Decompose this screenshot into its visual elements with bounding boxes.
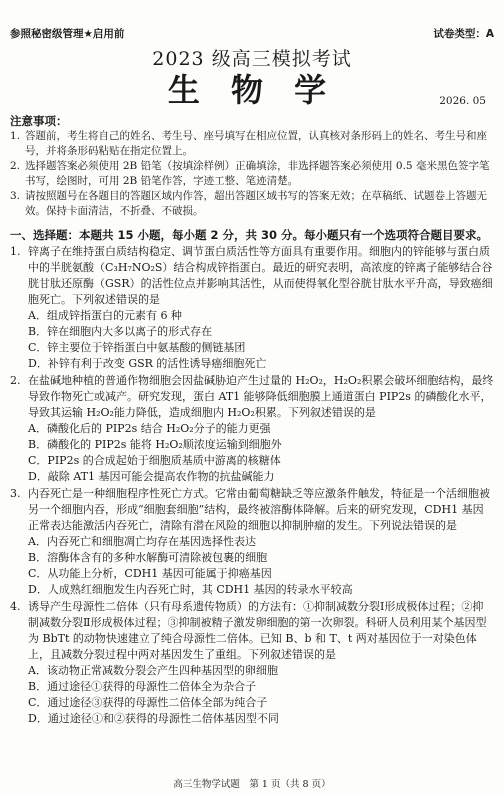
notice-text: 答题前，考生将自己的姓名、考生号、座号填写在相应位置，认真核对条形码上的姓名、考生号和座号，并将条形码粘贴在指定位置上。 [25,130,487,157]
option-c: C．从功能上分析，CDH1 基因可能属于抑癌基因 [28,567,272,580]
question-stem [10,486,494,534]
option-a: A．组成锌指蛋白的元素有 6 种 [28,309,182,322]
question-2 [10,373,494,485]
notice-number: 3. [10,190,21,202]
option-d: D．通过途径①和②获得的母源性二倍体基因型不同 [28,712,279,725]
question-stem [10,599,494,663]
option-a: A．磷酸化后的 PIP2s 结合 H₂O₂分子的能力更强 [28,422,271,435]
option-b: B．锌在细胞内大多以离子的形式存在 [28,325,213,338]
notice-item [10,189,494,219]
option-a: A．内吞死亡和细胞凋亡均存在基因选择性表达 [28,535,256,548]
option-b: B．溶酶体含有的多种水解酶可清除被包裹的细胞 [28,551,268,564]
question-stem [10,373,494,421]
notice-list [10,129,494,219]
question-stem [10,244,494,308]
subject-title: 生 物 学 [167,71,337,109]
option-d: D．敲除 AT1 基因可能会提高农作物的抗盐碱能力 [28,470,275,483]
option-c: C．通过途径③获得的母源性二倍体全部为纯合子 [28,696,268,709]
section-title: 一、选择题：本题共 15 小题，每小题 2 分，共 30 分。每小题只有一个选项符合题目要求。 [10,228,489,242]
subject-row [10,70,494,110]
notice-item [10,129,494,159]
option-d: D．补锌有利于改变 GSR 的活性诱导癌细胞死亡 [28,357,267,370]
question-text: 在盐碱地种植的普通作物细胞会因盐碱胁迫产生过量的 H₂O₂，H₂O₂积累会破坏细胞结构，最终导致作物死亡或减产。研究发现，蛋白 AT1 能够降低细胞膜上通道蛋白 PIP2s 的磷酸化水平，导致其运输 H₂O₂能力降低，造成细胞内 H₂O₂积累。下列叙述错误的是 [28,374,494,419]
exam-title: 2023 级高三模拟考试 [152,48,352,70]
question-1 [10,244,494,372]
question-number: 3. [10,487,21,500]
option-a: A．该动物正常减数分裂会产生四种基因型的卵细胞 [28,664,278,677]
secret-label: 参照秘密级管理★启用前 [10,28,125,40]
question-number: 2. [10,374,21,387]
option-c: C．锌主要位于锌指蛋白中氨基酸的侧链基团 [28,341,246,354]
question-text: 诱导产生母源性二倍体（只有母系遗传物质）的方法有：①抑制减数分裂Ⅰ形成极体过程；②抑制减数分裂Ⅱ形成极体过程；③抑制被精子激发卵细胞的第一次卵裂。科研人员利用某个基因型为 BbTt 的动物快速建立了纯合母源性二倍体。已知 B、b 和 T、t 两对基因位于一对染色体上，且减数分裂过程中两对基因发生了重组。下列叙述错误的是 [28,600,487,661]
paper-type: 试卷类型：A [433,28,494,40]
question-text: 内吞死亡是一种细胞程序性死亡方式。它常由葡萄糖缺乏等应激条件触发，特征是一个活细胞被另一个细胞内吞，形成“细胞套细胞”结构，最终被溶酶体降解。后来的研究发现，CDH1 基因正常表达能激活内吞死亡，清除有潜在风险的细胞以抑制肿瘤的发生。下列说法错误的是 [28,487,490,532]
notice-item [10,159,494,189]
option-d: D．人成熟红细胞发生内吞死亡时，其 CDH1 基因的转录水平较高 [28,583,353,596]
question-text: 锌离子在维持蛋白质结构稳定、调节蛋白质活性等方面具有重要作用。细胞内的锌能够与蛋白质中的半胱氨酸（C₃H₇NO₂S）结合构成锌指蛋白。最近的研究表明，高浓度的锌离子能够结合谷胱甘肽还原酶（GSR）的活性位点并影响其活性，从而使得氧化型谷胱甘肽水平升高，导致癌细胞死亡。下列叙述错误的是 [28,245,493,306]
top-header [10,26,494,42]
notice-text: 请按照题号在各题目的答题区域内作答，超出答题区域书写的答案无效；在草稿纸、试题卷上答题无效。保持卡面清洁，不折叠、不破损。 [25,190,487,217]
option-c: C．PIP2s 的合成起始于细胞质基质中游离的核糖体 [28,454,281,467]
question-4 [10,599,494,727]
question-number: 4. [10,600,21,613]
notice-title: 注意事项： [10,114,68,128]
page-footer: 高三生物学试题 第 1 页（共 8 页） [173,779,331,790]
question-3 [10,486,494,598]
notice-text: 选择题答案必须使用 2B 铅笔（按填涂样例）正确填涂，非选择题答案必须使用 0.5 毫米黑色签字笔书写，绘图时，可用 2B 铅笔作答，字迹工整、笔迹清楚。 [25,160,490,187]
notice-number: 2. [10,160,21,172]
option-b: B．磷酸化的 PIP2s 能将 H₂O₂顺浓度运输到细胞外 [28,438,282,451]
exam-date: 2026. 05 [439,95,486,107]
notice-number: 1. [10,130,21,142]
question-number: 1. [10,245,21,258]
option-b: B．通过途径①获得的母源性二倍体全为杂合子 [28,680,257,693]
